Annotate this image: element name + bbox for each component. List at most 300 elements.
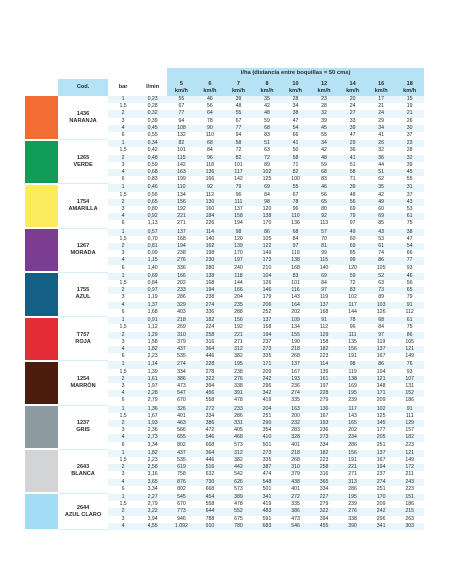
- rate-cell: 15: [395, 96, 424, 103]
- rate-cell: 483: [253, 508, 282, 515]
- rate-cell: 39: [338, 184, 367, 192]
- rate-cell: 72: [338, 280, 367, 287]
- rate-cell: 29: [338, 140, 367, 148]
- rate-cell: 167: [367, 353, 396, 361]
- color-swatch: [25, 272, 58, 316]
- flow-lmin-cell: 1,37: [138, 302, 167, 309]
- rate-cell: 390: [338, 523, 367, 530]
- rate-cell: 39: [338, 125, 367, 132]
- rate-cell: 62: [367, 176, 396, 184]
- rate-cell: 156: [338, 449, 367, 457]
- pressure-cell: 1: [108, 405, 138, 413]
- rate-cell: 86: [395, 332, 424, 339]
- rate-cell: 272: [196, 405, 225, 413]
- speed-unit: km/h: [346, 87, 360, 94]
- rate-cell: 125: [253, 176, 282, 184]
- rate-cell: 197: [224, 257, 253, 264]
- rate-cell: 139: [224, 243, 253, 250]
- rate-cell: 331: [224, 420, 253, 427]
- rate-cell: 165: [338, 420, 367, 427]
- rate-cell: 202: [167, 280, 196, 287]
- rate-cell: 446: [196, 353, 225, 361]
- rate-cell: 114: [310, 361, 339, 369]
- pressure-cell: 1,5: [108, 457, 138, 464]
- nozzle-code: 1754: [76, 199, 90, 206]
- rate-cell: 93: [395, 369, 424, 376]
- rate-cell: 36: [338, 147, 367, 154]
- table-row: [25, 449, 424, 457]
- pressure-cell: 2: [108, 199, 138, 206]
- rate-cell: 274: [196, 302, 225, 309]
- rate-cell: 84: [310, 280, 339, 287]
- rate-cell: 232: [281, 420, 310, 427]
- rate-cell: 56: [338, 199, 367, 206]
- speed-value: 14: [349, 81, 356, 88]
- rate-cell: 57: [310, 228, 339, 236]
- flow-lmin-cell: 0,48: [138, 155, 167, 162]
- rate-cell: 288: [224, 309, 253, 317]
- rate-cell: 59: [338, 272, 367, 280]
- speed-unit: km/h: [260, 87, 274, 94]
- rate-cell: 28: [310, 103, 339, 110]
- rate-cell: 338: [338, 516, 367, 523]
- rate-cell: 194: [224, 220, 253, 228]
- rate-cell: 117: [224, 169, 253, 176]
- nozzle-code-cell: [58, 140, 108, 184]
- rate-cell: 442: [224, 464, 253, 471]
- pressure-cell: 1,5: [108, 103, 138, 110]
- color-swatch: [25, 140, 58, 184]
- rate-cell: 36: [367, 155, 396, 162]
- rate-cell: 516: [196, 464, 225, 471]
- rate-cell: 49: [367, 199, 396, 206]
- rate-cell: 137: [253, 317, 282, 325]
- pressure-cell: 3: [108, 206, 138, 213]
- flow-lmin-cell: 0,70: [138, 236, 167, 243]
- rate-cell: 258: [310, 464, 339, 471]
- rate-cell: 28: [395, 147, 424, 154]
- rate-cell: 52: [367, 272, 396, 280]
- flow-lmin-cell: 1,15: [138, 257, 167, 264]
- rate-cell: 91: [395, 405, 424, 413]
- rate-cell: 134: [167, 192, 196, 199]
- rate-cell: 45: [395, 169, 424, 176]
- rate-cell: 473: [167, 383, 196, 390]
- rate-cell: 683: [253, 523, 282, 530]
- rate-cell: 112: [196, 192, 225, 199]
- rate-cell: 140: [310, 265, 339, 273]
- rate-cell: 328: [281, 434, 310, 441]
- rate-cell: 202: [338, 427, 367, 434]
- color-swatch: [25, 96, 58, 140]
- rate-cell: 109: [281, 317, 310, 325]
- rate-cell: 238: [224, 369, 253, 376]
- rate-cell: 478: [224, 397, 253, 405]
- rate-cell: 276: [224, 376, 253, 383]
- flow-lmin-cell: 3,94: [138, 516, 167, 523]
- flow-lmin-cell: 1,12: [138, 324, 167, 331]
- nozzle-code: 1755: [76, 287, 90, 294]
- rate-cell: 26: [395, 118, 424, 125]
- pressure-cell: 4: [108, 169, 138, 176]
- rate-cell: 137: [224, 206, 253, 213]
- rate-cell: 45: [310, 125, 339, 132]
- rate-cell: 103: [367, 302, 396, 309]
- rate-cell: 242: [253, 376, 282, 383]
- rate-cell: 115: [167, 155, 196, 162]
- rate-cell: 68: [367, 317, 396, 325]
- pressure-cell: 1,5: [108, 192, 138, 199]
- rate-cell: 99: [310, 250, 339, 257]
- rate-cell: 21: [367, 103, 396, 110]
- rate-cell: 336: [196, 309, 225, 317]
- rate-cell: 138: [338, 376, 367, 383]
- rate-cell: 48: [253, 110, 282, 117]
- rate-cell: 675: [224, 516, 253, 523]
- rate-cell: 161: [310, 376, 339, 383]
- rate-cell: 182: [196, 317, 225, 325]
- rate-cell: 66: [281, 132, 310, 140]
- rate-cell: 401: [281, 442, 310, 450]
- rate-cell: 263: [395, 516, 424, 523]
- rate-cell: 221: [167, 213, 196, 220]
- rate-cell: 558: [196, 501, 225, 508]
- rate-cell: 335: [281, 397, 310, 405]
- rate-cell: 186: [395, 397, 424, 405]
- rate-cell: 156: [224, 317, 253, 325]
- rate-cell: 394: [310, 516, 339, 523]
- nozzle-color-name: GRIS: [76, 427, 90, 434]
- rate-cell: 91: [395, 302, 424, 309]
- table-body: [25, 96, 424, 530]
- speed-unit: km/h: [403, 87, 417, 94]
- rate-cell: 474: [253, 471, 282, 478]
- flow-lmin-cell: 0,57: [138, 228, 167, 236]
- pressure-cell: 4: [108, 125, 138, 132]
- rate-cell: 279: [310, 397, 339, 405]
- rate-cell: 272: [281, 493, 310, 501]
- rate-cell: 454: [196, 493, 225, 501]
- rate-cell: 228: [310, 390, 339, 397]
- pressure-cell: 2: [108, 243, 138, 250]
- rate-cell: 303: [395, 523, 424, 530]
- rate-cell: 542: [224, 471, 253, 478]
- rate-cell: 135: [338, 339, 367, 346]
- rate-cell: 71: [338, 176, 367, 184]
- rate-cell: 72: [253, 155, 282, 162]
- rate-cell: 85: [338, 250, 367, 257]
- rate-cell: 27: [338, 110, 367, 117]
- rate-cell: 238: [167, 250, 196, 257]
- rate-cell: 401: [281, 486, 310, 494]
- rate-cell: 144: [224, 280, 253, 287]
- nozzle-code: 1237: [76, 420, 90, 427]
- rate-cell: 84: [367, 324, 396, 331]
- rate-cell: 101: [167, 147, 196, 154]
- rate-cell: 389: [224, 493, 253, 501]
- rate-cell: 48: [338, 192, 367, 199]
- flow-lmin-cell: 1,13: [138, 220, 167, 228]
- rate-cell: 163: [281, 405, 310, 413]
- rate-cell: 23: [395, 140, 424, 148]
- rate-cell: 170: [253, 220, 282, 228]
- rate-cell: 158: [224, 213, 253, 220]
- rate-cell: 97: [367, 332, 396, 339]
- rate-cell: 145: [367, 420, 396, 427]
- rate-cell: 338: [224, 383, 253, 390]
- rate-cell: 455: [310, 523, 339, 530]
- flow-lmin-cell: 3,65: [138, 479, 167, 486]
- rate-cell: 221: [338, 464, 367, 471]
- table-row: [25, 493, 424, 501]
- rate-cell: 121: [367, 376, 396, 383]
- rate-cell: 192: [167, 206, 196, 213]
- rate-cell: 379: [281, 471, 310, 478]
- rate-cell: 218: [167, 317, 196, 325]
- speed-value: 7: [236, 81, 241, 88]
- flow-lmin-cell: 1,14: [138, 361, 167, 369]
- pressure-cell: 4: [108, 213, 138, 220]
- rate-cell: 274: [367, 479, 396, 486]
- pressure-cell: 1: [108, 361, 138, 369]
- rate-cell: 116: [281, 287, 310, 294]
- nozzle-color-name: ROJA: [75, 338, 91, 345]
- rate-cell: 98: [253, 199, 282, 206]
- rate-cell: 419: [253, 397, 282, 405]
- rate-cell: 79: [338, 213, 367, 220]
- pressure-cell: 1: [108, 96, 138, 103]
- pressure-cell: 6: [108, 265, 138, 273]
- rate-cell: 110: [167, 184, 196, 192]
- rate-cell: 34: [367, 125, 396, 132]
- color-swatch: [25, 184, 58, 228]
- rate-cell: 179: [253, 294, 282, 301]
- rate-cell: 79: [395, 294, 424, 301]
- rate-cell: 251: [367, 486, 396, 494]
- rate-cell: 119: [367, 339, 396, 346]
- rate-cell: 668: [196, 442, 225, 450]
- rate-cell: 278: [196, 369, 225, 376]
- rate-cell: 43: [367, 228, 396, 236]
- rate-cell: 535: [167, 457, 196, 464]
- rate-cell: 56: [395, 280, 424, 287]
- flow-lmin-cell: 2,36: [138, 427, 167, 434]
- rate-cell: 49: [338, 228, 367, 236]
- rate-cell: 386: [281, 508, 310, 515]
- rate-cell: 334: [196, 413, 225, 420]
- rate-cell: 274: [167, 361, 196, 369]
- rate-cell: 632: [196, 471, 225, 478]
- rate-cell: 26: [367, 140, 396, 148]
- rate-cell: 131: [395, 383, 424, 390]
- pressure-cell: 1: [108, 228, 138, 236]
- rate-cell: 240: [224, 265, 253, 273]
- flow-lmin-cell: 0,65: [138, 199, 167, 206]
- rate-cell: 84: [253, 192, 282, 199]
- rate-cell: 82: [224, 155, 253, 162]
- rate-cell: 316: [310, 471, 339, 478]
- rate-cell: 545: [167, 493, 196, 501]
- pressure-cell: 3: [108, 471, 138, 478]
- rate-cell: 63: [367, 280, 396, 287]
- flow-lmin-cell: 0,28: [138, 103, 167, 110]
- pressure-cell: 2: [108, 287, 138, 294]
- rate-cell: 195: [338, 390, 367, 397]
- speed-value: 8: [265, 81, 269, 88]
- speed-unit: km/h: [231, 87, 245, 94]
- rate-cell: 41: [281, 140, 310, 148]
- rate-cell: 149: [395, 353, 424, 361]
- rate-cell: 274: [281, 390, 310, 397]
- rate-cell: 335: [281, 501, 310, 508]
- rate-cell: 341: [253, 493, 282, 501]
- rate-cell: 202: [281, 309, 310, 317]
- pressure-cell: 1,5: [108, 236, 138, 243]
- flow-lmin-cell: 0,32: [138, 110, 167, 117]
- rate-cell: 75: [395, 220, 424, 228]
- rate-cell: 258: [196, 332, 225, 339]
- rate-cell: 81: [310, 243, 339, 250]
- rate-cell: 35: [253, 96, 282, 103]
- rate-cell: 70: [310, 236, 339, 243]
- rate-cell: 102: [253, 169, 282, 176]
- rate-cell: 68: [196, 140, 225, 148]
- rate-cell: 296: [253, 383, 282, 390]
- pressure-cell: 6: [108, 397, 138, 405]
- rate-cell: 271: [224, 339, 253, 346]
- rate-cell: 316: [196, 339, 225, 346]
- speed-unit: km/h: [174, 87, 188, 94]
- column-header-speed: [310, 79, 339, 96]
- speed-value: 18: [406, 81, 413, 88]
- rate-cell: 42: [310, 147, 339, 154]
- speed-unit: km/h: [374, 87, 388, 94]
- rate-cell: 136: [281, 220, 310, 228]
- flow-lmin-cell: 0,46: [138, 184, 167, 192]
- color-swatch: [25, 361, 58, 405]
- speed-unit: km/h: [289, 87, 303, 94]
- rate-cell: 46: [310, 184, 339, 192]
- flow-lmin-cell: 0,92: [138, 213, 167, 220]
- table-header: [25, 68, 424, 96]
- nozzle-color-name: VERDE: [73, 161, 93, 168]
- nozzle-code: 2644: [76, 504, 90, 511]
- rate-cell: 446: [196, 457, 225, 464]
- rate-cell: 535: [167, 353, 196, 361]
- rate-cell: 137: [367, 449, 396, 457]
- rate-cell: 102: [338, 294, 367, 301]
- rate-cell: 142: [167, 162, 196, 169]
- pressure-cell: 3: [108, 162, 138, 169]
- rate-cell: 89: [253, 162, 282, 169]
- rate-cell: 273: [253, 346, 282, 353]
- flow-lmin-cell: 2,27: [138, 493, 167, 501]
- flow-lmin-cell: 1,82: [138, 346, 167, 353]
- rate-cell: 55: [224, 110, 253, 117]
- rate-cell: 227: [310, 493, 339, 501]
- rate-cell: 310: [281, 464, 310, 471]
- rate-cell: 173: [253, 257, 282, 264]
- rate-cell: 78: [281, 199, 310, 206]
- rate-cell: 24: [367, 110, 396, 117]
- rate-cell: 364: [196, 449, 225, 457]
- speed-value: 5: [179, 81, 183, 88]
- rate-cell: 122: [253, 243, 282, 250]
- nozzle-color-name: AZUL CLARO: [64, 511, 102, 518]
- rate-cell: 67: [167, 103, 196, 110]
- rate-cell: 46: [196, 96, 225, 103]
- pressure-cell: 3: [108, 516, 138, 523]
- rate-cell: 168: [281, 265, 310, 273]
- rate-cell: 137: [167, 228, 196, 236]
- rate-cell: 273: [253, 449, 282, 457]
- column-header-speed: [224, 79, 253, 96]
- rate-cell: 210: [253, 265, 282, 273]
- rate-cell: 172: [395, 464, 424, 471]
- flow-lmin-cell: 0,59: [138, 162, 167, 169]
- rate-cell: 105: [395, 339, 424, 346]
- rate-cell: 58: [338, 169, 367, 176]
- rate-cell: 218: [281, 449, 310, 457]
- speed-value: 10: [292, 81, 299, 88]
- rate-cell: 130: [196, 199, 225, 206]
- flow-lmin-cell: 3,34: [138, 442, 167, 450]
- rate-cell: 111: [338, 332, 367, 339]
- rate-cell: 296: [367, 516, 396, 523]
- flow-lmin-cell: 0,84: [138, 280, 167, 287]
- nozzle-code: 1254: [76, 375, 90, 382]
- nozzle-code: 1267: [76, 243, 90, 250]
- pressure-cell: 3: [108, 339, 138, 346]
- rate-cell: 69: [310, 272, 339, 280]
- rate-cell: 167: [367, 457, 396, 464]
- rate-cell: 194: [167, 243, 196, 250]
- rate-cell: 90: [196, 125, 225, 132]
- rate-cell: 69: [338, 243, 367, 250]
- rate-cell: 51: [367, 169, 396, 176]
- rate-cell: 142: [224, 176, 253, 184]
- rate-cell: 56: [196, 103, 225, 110]
- column-header-lmin: l/min: [138, 79, 167, 96]
- rate-cell: 204: [253, 405, 282, 413]
- pressure-cell: 2: [108, 110, 138, 117]
- rate-cell: 38: [395, 228, 424, 236]
- rate-cell: 121: [395, 449, 424, 457]
- rate-cell: 48: [310, 155, 339, 162]
- rate-cell: 118: [196, 162, 225, 169]
- rate-cell: 166: [224, 287, 253, 294]
- rate-cell: 166: [167, 272, 196, 280]
- rate-cell: 67: [224, 118, 253, 125]
- rate-cell: 98: [224, 228, 253, 236]
- rate-cell: 155: [281, 332, 310, 339]
- rate-cell: 30: [395, 125, 424, 132]
- pressure-cell: 1: [108, 493, 138, 501]
- rate-cell: 160: [196, 206, 225, 213]
- rate-cell: 60: [338, 236, 367, 243]
- rate-cell: 566: [167, 427, 196, 434]
- rate-cell: 108: [167, 125, 196, 132]
- rate-cell: 29: [367, 118, 396, 125]
- rate-cell: 89: [367, 294, 396, 301]
- color-swatch: [25, 317, 58, 361]
- rate-cell: 223: [310, 457, 339, 464]
- rate-cell: 121: [395, 346, 424, 353]
- rate-cell: 138: [196, 272, 225, 280]
- rate-cell: 96: [224, 192, 253, 199]
- rate-cell: 410: [253, 434, 282, 441]
- rate-cell: 84: [281, 236, 310, 243]
